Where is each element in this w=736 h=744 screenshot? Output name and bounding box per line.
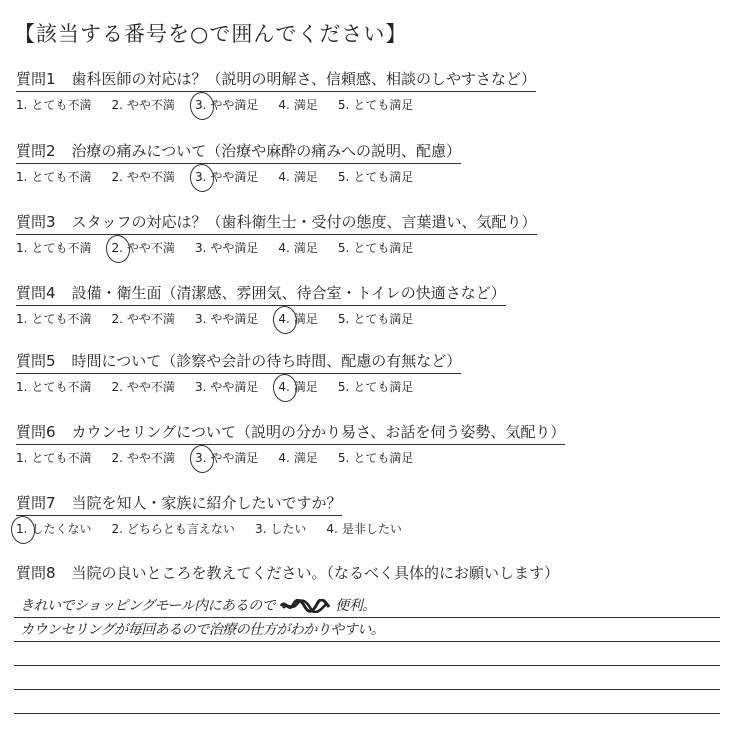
- answer-option-selected[interactable]: [195, 96, 258, 114]
- option-label: とても不満: [31, 312, 92, 326]
- answer-line[interactable]: [14, 666, 720, 690]
- question-label: 質問1: [16, 70, 56, 88]
- option-number: 1.: [16, 312, 28, 326]
- option-number: 2.: [111, 312, 123, 326]
- option-label: とても不満: [31, 170, 92, 184]
- answer-option[interactable]: [278, 96, 317, 114]
- option-label: やや不満: [126, 380, 175, 394]
- answer-option-selected[interactable]: [278, 310, 317, 328]
- answer-line[interactable]: [14, 618, 720, 642]
- question-heading: [16, 421, 565, 445]
- option-label: とても不満: [31, 380, 92, 394]
- answer-option[interactable]: [16, 96, 91, 114]
- question-2: [16, 140, 696, 186]
- option-label: 満足: [293, 380, 318, 394]
- question-label: 質問3: [16, 213, 56, 231]
- option-label: とても満足: [353, 170, 414, 184]
- option-label: やや満足: [210, 312, 259, 326]
- question-text: 当院を知人・家族に紹介したいですか？: [71, 494, 342, 512]
- handwritten-answer: きれいでショッピングモール内にあるので 便利。: [20, 598, 376, 614]
- option-label: 満足: [293, 170, 318, 184]
- question-text: 設備・衛生面（清潔感、雰囲気、待合室・トイレの快適さなど）: [71, 284, 506, 302]
- answer-option[interactable]: [326, 520, 401, 538]
- option-number: 5.: [337, 380, 350, 394]
- answer-option[interactable]: [195, 239, 258, 257]
- answer-option[interactable]: [278, 449, 317, 467]
- question-heading: [16, 350, 461, 374]
- option-number: 4.: [278, 451, 290, 465]
- answer-option[interactable]: [111, 168, 174, 186]
- option-number: 5.: [337, 98, 350, 112]
- option-label: やや満足: [210, 170, 259, 184]
- answer-line[interactable]: [14, 642, 720, 666]
- answer-option[interactable]: [16, 378, 91, 396]
- option-number: 1.: [16, 451, 28, 465]
- option-number: 5.: [337, 241, 350, 255]
- option-number: 2.: [111, 98, 123, 112]
- answer-option[interactable]: [16, 239, 91, 257]
- answer-option-selected[interactable]: [111, 239, 174, 257]
- option-number: 1.: [16, 380, 28, 394]
- question-3: [16, 211, 696, 257]
- answer-option[interactable]: [16, 310, 91, 328]
- option-number: 3.: [194, 312, 207, 326]
- answer-option[interactable]: [111, 96, 174, 114]
- option-label: やや満足: [210, 451, 259, 465]
- answer-option[interactable]: [338, 310, 413, 328]
- option-number: 1.: [16, 241, 28, 255]
- handwritten-answer: カウンセリングが毎回あるので治療の仕方がわかりやすい。: [20, 622, 385, 638]
- answer-option[interactable]: [111, 310, 174, 328]
- option-label: とても不満: [31, 241, 92, 255]
- option-number: 2.: [111, 241, 123, 255]
- option-label: どちらとも言えない: [126, 522, 235, 536]
- option-number: 3.: [254, 522, 267, 536]
- option-number: 3.: [194, 241, 207, 255]
- option-label: とても満足: [353, 98, 414, 112]
- option-number: 2.: [111, 451, 123, 465]
- option-label: とても満足: [353, 380, 414, 394]
- question-1: [16, 68, 696, 114]
- page-title: 【該当する番号を○で囲んでください】: [14, 22, 408, 46]
- scribble-icon: [279, 599, 331, 613]
- question-text: 時間について（診察や会計の待ち時間、配慮の有無など）: [71, 352, 462, 370]
- question-label: 質問8: [16, 564, 56, 582]
- option-number: 3.: [194, 98, 207, 112]
- option-number: 3.: [194, 451, 207, 465]
- answer-option[interactable]: [338, 239, 413, 257]
- answer-options: [16, 168, 696, 186]
- option-label: とても不満: [31, 451, 92, 465]
- option-label: したくない: [31, 522, 92, 536]
- option-number: 5.: [337, 451, 350, 465]
- answer-option-selected[interactable]: [16, 520, 91, 538]
- option-number: 1.: [16, 170, 28, 184]
- answer-option-selected[interactable]: [278, 378, 317, 396]
- option-label: とても不満: [31, 98, 92, 112]
- question-text: 歯科医師の対応は？（説明の明解さ、信頼感、相談のしやすさなど）: [71, 70, 536, 88]
- question-text: スタッフの対応は？（歯科衛生士・受付の態度、言葉遣い、気配り）: [71, 213, 537, 231]
- option-number: 2.: [111, 522, 123, 536]
- option-number: 4.: [278, 98, 290, 112]
- option-number: 4.: [278, 380, 290, 394]
- answer-option[interactable]: [16, 168, 91, 186]
- option-label: 満足: [293, 98, 318, 112]
- option-label: とても満足: [353, 451, 414, 465]
- question-heading: [16, 68, 536, 92]
- answer-options: [16, 520, 696, 538]
- answer-option-selected[interactable]: [195, 449, 258, 467]
- option-label: やや満足: [210, 241, 259, 255]
- question-label: 質問7: [16, 494, 56, 512]
- option-number: 1.: [16, 98, 28, 112]
- answer-option[interactable]: [338, 96, 413, 114]
- option-number: 3.: [194, 380, 207, 394]
- question-8: [16, 562, 696, 585]
- option-label: やや不満: [126, 98, 175, 112]
- answer-option[interactable]: [195, 310, 258, 328]
- option-label: やや不満: [126, 451, 175, 465]
- answer-option[interactable]: [338, 449, 413, 467]
- question-label: 質問6: [16, 423, 56, 441]
- question-heading: [16, 211, 537, 235]
- option-label: とても満足: [353, 312, 414, 326]
- question-5: [16, 350, 696, 396]
- option-number: 5.: [337, 312, 350, 326]
- answer-option[interactable]: [278, 239, 317, 257]
- option-number: 2.: [111, 170, 123, 184]
- question-6: [16, 421, 696, 467]
- option-number: 4.: [278, 241, 290, 255]
- answer-option[interactable]: [338, 168, 413, 186]
- question-heading: [16, 492, 342, 516]
- option-label: やや不満: [126, 312, 175, 326]
- question-heading: [16, 140, 461, 164]
- option-number: 5.: [337, 170, 350, 184]
- option-number: 4.: [278, 170, 290, 184]
- question-heading: [16, 282, 506, 306]
- option-label: 満足: [293, 312, 318, 326]
- answer-option[interactable]: [111, 449, 174, 467]
- question-text: 治療の痛みについて（治療や麻酔の痛みへの説明、配慮）: [71, 142, 461, 160]
- option-label: やや不満: [126, 241, 175, 255]
- option-label: 満足: [293, 451, 318, 465]
- question-text: 当院の良いところを教えてください。（なるべく具体的にお願いします）: [71, 564, 560, 582]
- answer-line[interactable]: [14, 690, 720, 714]
- option-number: 2.: [111, 380, 123, 394]
- option-label: やや不満: [126, 170, 175, 184]
- option-number: 4.: [326, 522, 338, 536]
- answer-option[interactable]: [278, 168, 317, 186]
- question-label: 質問4: [16, 284, 56, 302]
- answer-options: [16, 239, 696, 257]
- answer-options: [16, 96, 696, 114]
- option-number: 1.: [16, 522, 28, 536]
- answer-option-selected[interactable]: [195, 168, 258, 186]
- question-7: [16, 492, 696, 538]
- answer-options: [16, 310, 696, 328]
- option-label: 満足: [293, 241, 318, 255]
- answer-option[interactable]: [111, 378, 174, 396]
- answer-options: [16, 378, 696, 396]
- option-label: したい: [270, 522, 307, 536]
- answer-option[interactable]: [111, 520, 234, 538]
- option-number: 4.: [278, 312, 290, 326]
- option-label: やや満足: [210, 380, 259, 394]
- option-number: 3.: [194, 170, 207, 184]
- question-label: 質問2: [16, 142, 56, 160]
- answer-line[interactable]: [14, 594, 720, 618]
- answer-option[interactable]: [255, 520, 306, 538]
- answer-option[interactable]: [338, 378, 413, 396]
- answer-options: [16, 449, 696, 467]
- option-label: やや満足: [210, 98, 259, 112]
- answer-option[interactable]: [195, 378, 258, 396]
- option-label: 是非したい: [341, 522, 402, 536]
- question-label: 質問5: [16, 352, 56, 370]
- question-heading: [16, 562, 559, 585]
- answer-option[interactable]: [16, 449, 91, 467]
- question-4: [16, 282, 696, 328]
- option-label: とても満足: [353, 241, 414, 255]
- question-text: カウンセリングについて（説明の分かり易さ、お話を伺う姿勢、気配り）: [71, 423, 566, 441]
- answer-lines: [14, 594, 720, 714]
